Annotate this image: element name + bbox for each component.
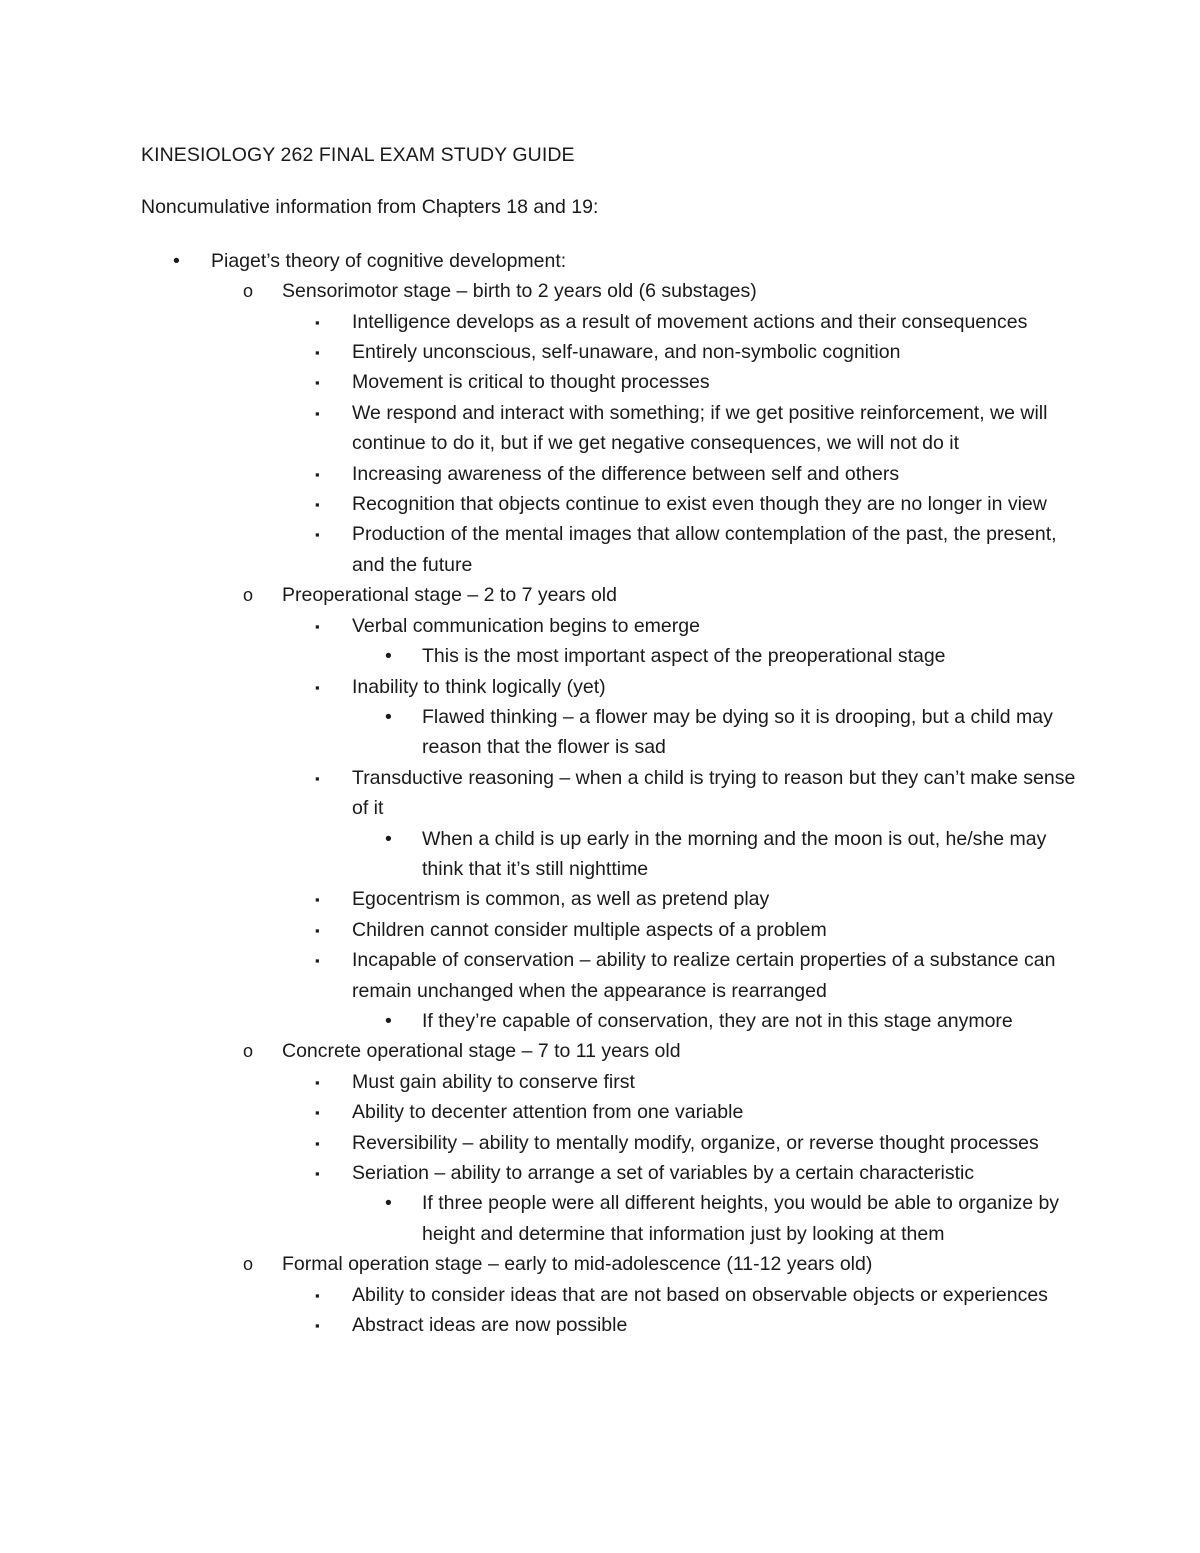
bullet-icon: ▪ — [315, 770, 320, 786]
point-text: Children cannot consider multiple aspects of a problem — [352, 918, 827, 941]
bullet-icon: ▪ — [315, 314, 320, 330]
point-item — [282, 489, 1081, 519]
point-item — [282, 884, 1081, 914]
point-text: Seriation – ability to arrange a set of variables by a certain characteristic — [352, 1162, 975, 1184]
bullet-icon: ▪ — [315, 466, 320, 482]
example-item — [352, 824, 1081, 885]
point-item — [282, 519, 1081, 580]
example-text: Flawed thinking – a flower may be dying so it is drooping, but a child may reason that the flower is sad — [422, 705, 1053, 759]
point-text: Reversibility – ability to mentally modify, organize, or reverse thought processes — [352, 1131, 1039, 1154]
bullet-icon: ▪ — [315, 1166, 320, 1181]
topic-list — [141, 246, 1081, 1341]
point-text: Inability to think logically (yet) — [352, 675, 606, 698]
point-text: Ability to decenter attention from one variable — [352, 1101, 744, 1124]
point-text: Movement is critical to thought processes — [352, 371, 710, 394]
bullet-icon: ▪ — [315, 527, 320, 543]
bullet-icon: ▪ — [315, 953, 320, 969]
example-list — [352, 824, 1081, 885]
bullet-icon: ▪ — [315, 345, 320, 361]
point-text: Must gain ability to conserve first — [352, 1070, 635, 1093]
example-item — [352, 1188, 1081, 1249]
bullet-icon: o — [243, 1041, 254, 1062]
point-item — [282, 1128, 1081, 1158]
stage-label: Sensorimotor stage – birth to 2 years old (6 substages) — [282, 280, 757, 303]
bullet-icon: ▪ — [315, 1318, 320, 1334]
bullet-icon: o — [243, 1254, 254, 1275]
point-item — [282, 337, 1081, 367]
document-body — [141, 140, 1081, 1340]
bullet-icon: ▪ — [315, 375, 320, 391]
point-text: Production of the mental images that allow contemplation of the past, the present, and the future — [352, 523, 1057, 576]
example-item — [352, 641, 1081, 671]
example-item — [352, 1006, 1081, 1036]
stage-item — [211, 1249, 1081, 1340]
point-list — [282, 1280, 1081, 1341]
bullet-icon: ▪ — [315, 679, 320, 695]
bullet-icon: ▪ — [315, 405, 320, 421]
point-item — [282, 1158, 1081, 1249]
intro-text: Noncumulative information from Chapters 18 and 19: — [141, 196, 599, 219]
stage-item — [211, 276, 1081, 580]
point-list — [282, 1067, 1081, 1249]
bullet-icon: ▪ — [315, 892, 320, 908]
point-item — [282, 945, 1081, 1036]
bullet-icon: • — [173, 249, 180, 272]
example-list — [352, 702, 1081, 763]
point-item — [282, 1310, 1081, 1340]
topic-label: Piaget’s theory of cognitive development: — [211, 249, 567, 272]
point-item — [282, 1067, 1081, 1097]
point-text: Egocentrism is common, as well as pretend play — [352, 888, 770, 911]
point-item — [282, 307, 1081, 337]
point-text: Verbal communication begins to emerge — [352, 614, 700, 637]
point-text: We respond and interact with something; if we get positive reinforcement, we will continue to do it, but if we get negative consequences, we will not do it — [352, 401, 1048, 455]
point-item — [282, 1097, 1081, 1127]
bullet-icon: ▪ — [315, 1287, 320, 1303]
point-item — [282, 763, 1081, 885]
stage-label: Formal operation stage – early to mid-adolescence (11-12 years old) — [282, 1253, 873, 1276]
bullet-icon: • — [385, 1009, 392, 1032]
point-item — [282, 672, 1081, 763]
stage-label: Preoperational stage – 2 to 7 years old — [282, 584, 617, 607]
point-item — [282, 1280, 1081, 1310]
example-list — [352, 1006, 1081, 1036]
example-text: If they’re capable of conservation, they are not in this stage anymore — [422, 1009, 1013, 1032]
stage-item — [211, 1036, 1081, 1249]
bullet-icon: ▪ — [315, 1135, 320, 1151]
point-item — [282, 398, 1081, 459]
bullet-icon: • — [385, 1192, 392, 1215]
point-text: Incapable of conservation – ability to realize certain properties of a substance can remain unchanged when the appearance is rearranged — [352, 949, 1056, 1002]
bullet-icon: o — [243, 585, 254, 606]
point-text: Recognition that objects continue to exist even though they are no longer in view — [352, 493, 1047, 516]
point-item — [282, 459, 1081, 489]
bullet-icon: • — [385, 827, 392, 850]
example-text: If three people were all different heights, you would be able to organize by height and determine that information just by looking at them — [422, 1192, 1060, 1245]
point-text: Entirely unconscious, self-unaware, and non-symbolic cognition — [352, 341, 901, 364]
bullet-icon: o — [243, 281, 254, 302]
point-item — [282, 367, 1081, 397]
stage-list — [211, 276, 1081, 1340]
stage-label: Concrete operational stage – 7 to 11 years old — [282, 1040, 681, 1063]
bullet-icon: ▪ — [315, 1105, 320, 1121]
document-title: KINESIOLOGY 262 FINAL EXAM STUDY GUIDE — [141, 144, 575, 166]
point-text: Transductive reasoning – when a child is trying to reason but they can’t make sense of it — [352, 766, 1076, 820]
bullet-icon: ▪ — [315, 618, 320, 634]
example-list — [352, 1188, 1081, 1249]
bullet-icon: ▪ — [315, 922, 320, 938]
point-item — [282, 915, 1081, 945]
bullet-icon: • — [385, 705, 392, 728]
point-text: Increasing awareness of the difference between self and others — [352, 462, 900, 485]
bullet-icon: ▪ — [315, 497, 320, 513]
topic-item — [141, 246, 1081, 1341]
point-text: Abstract ideas are now possible — [352, 1314, 628, 1337]
point-list — [282, 611, 1081, 1037]
point-item — [282, 611, 1081, 672]
bullet-icon: • — [385, 645, 392, 668]
example-item — [352, 702, 1081, 763]
point-list — [282, 307, 1081, 581]
stage-item — [211, 580, 1081, 1036]
example-text: When a child is up early in the morning and the moon is out, he/she may think that it’s still nighttime — [422, 827, 1047, 880]
example-list — [352, 641, 1081, 671]
point-text: Ability to consider ideas that are not based on observable objects or experiences — [352, 1283, 1048, 1306]
bullet-icon: ▪ — [315, 1074, 320, 1090]
point-text: Intelligence develops as a result of movement actions and their consequences — [352, 310, 1028, 333]
example-text: This is the most important aspect of the preoperational stage — [422, 645, 946, 668]
